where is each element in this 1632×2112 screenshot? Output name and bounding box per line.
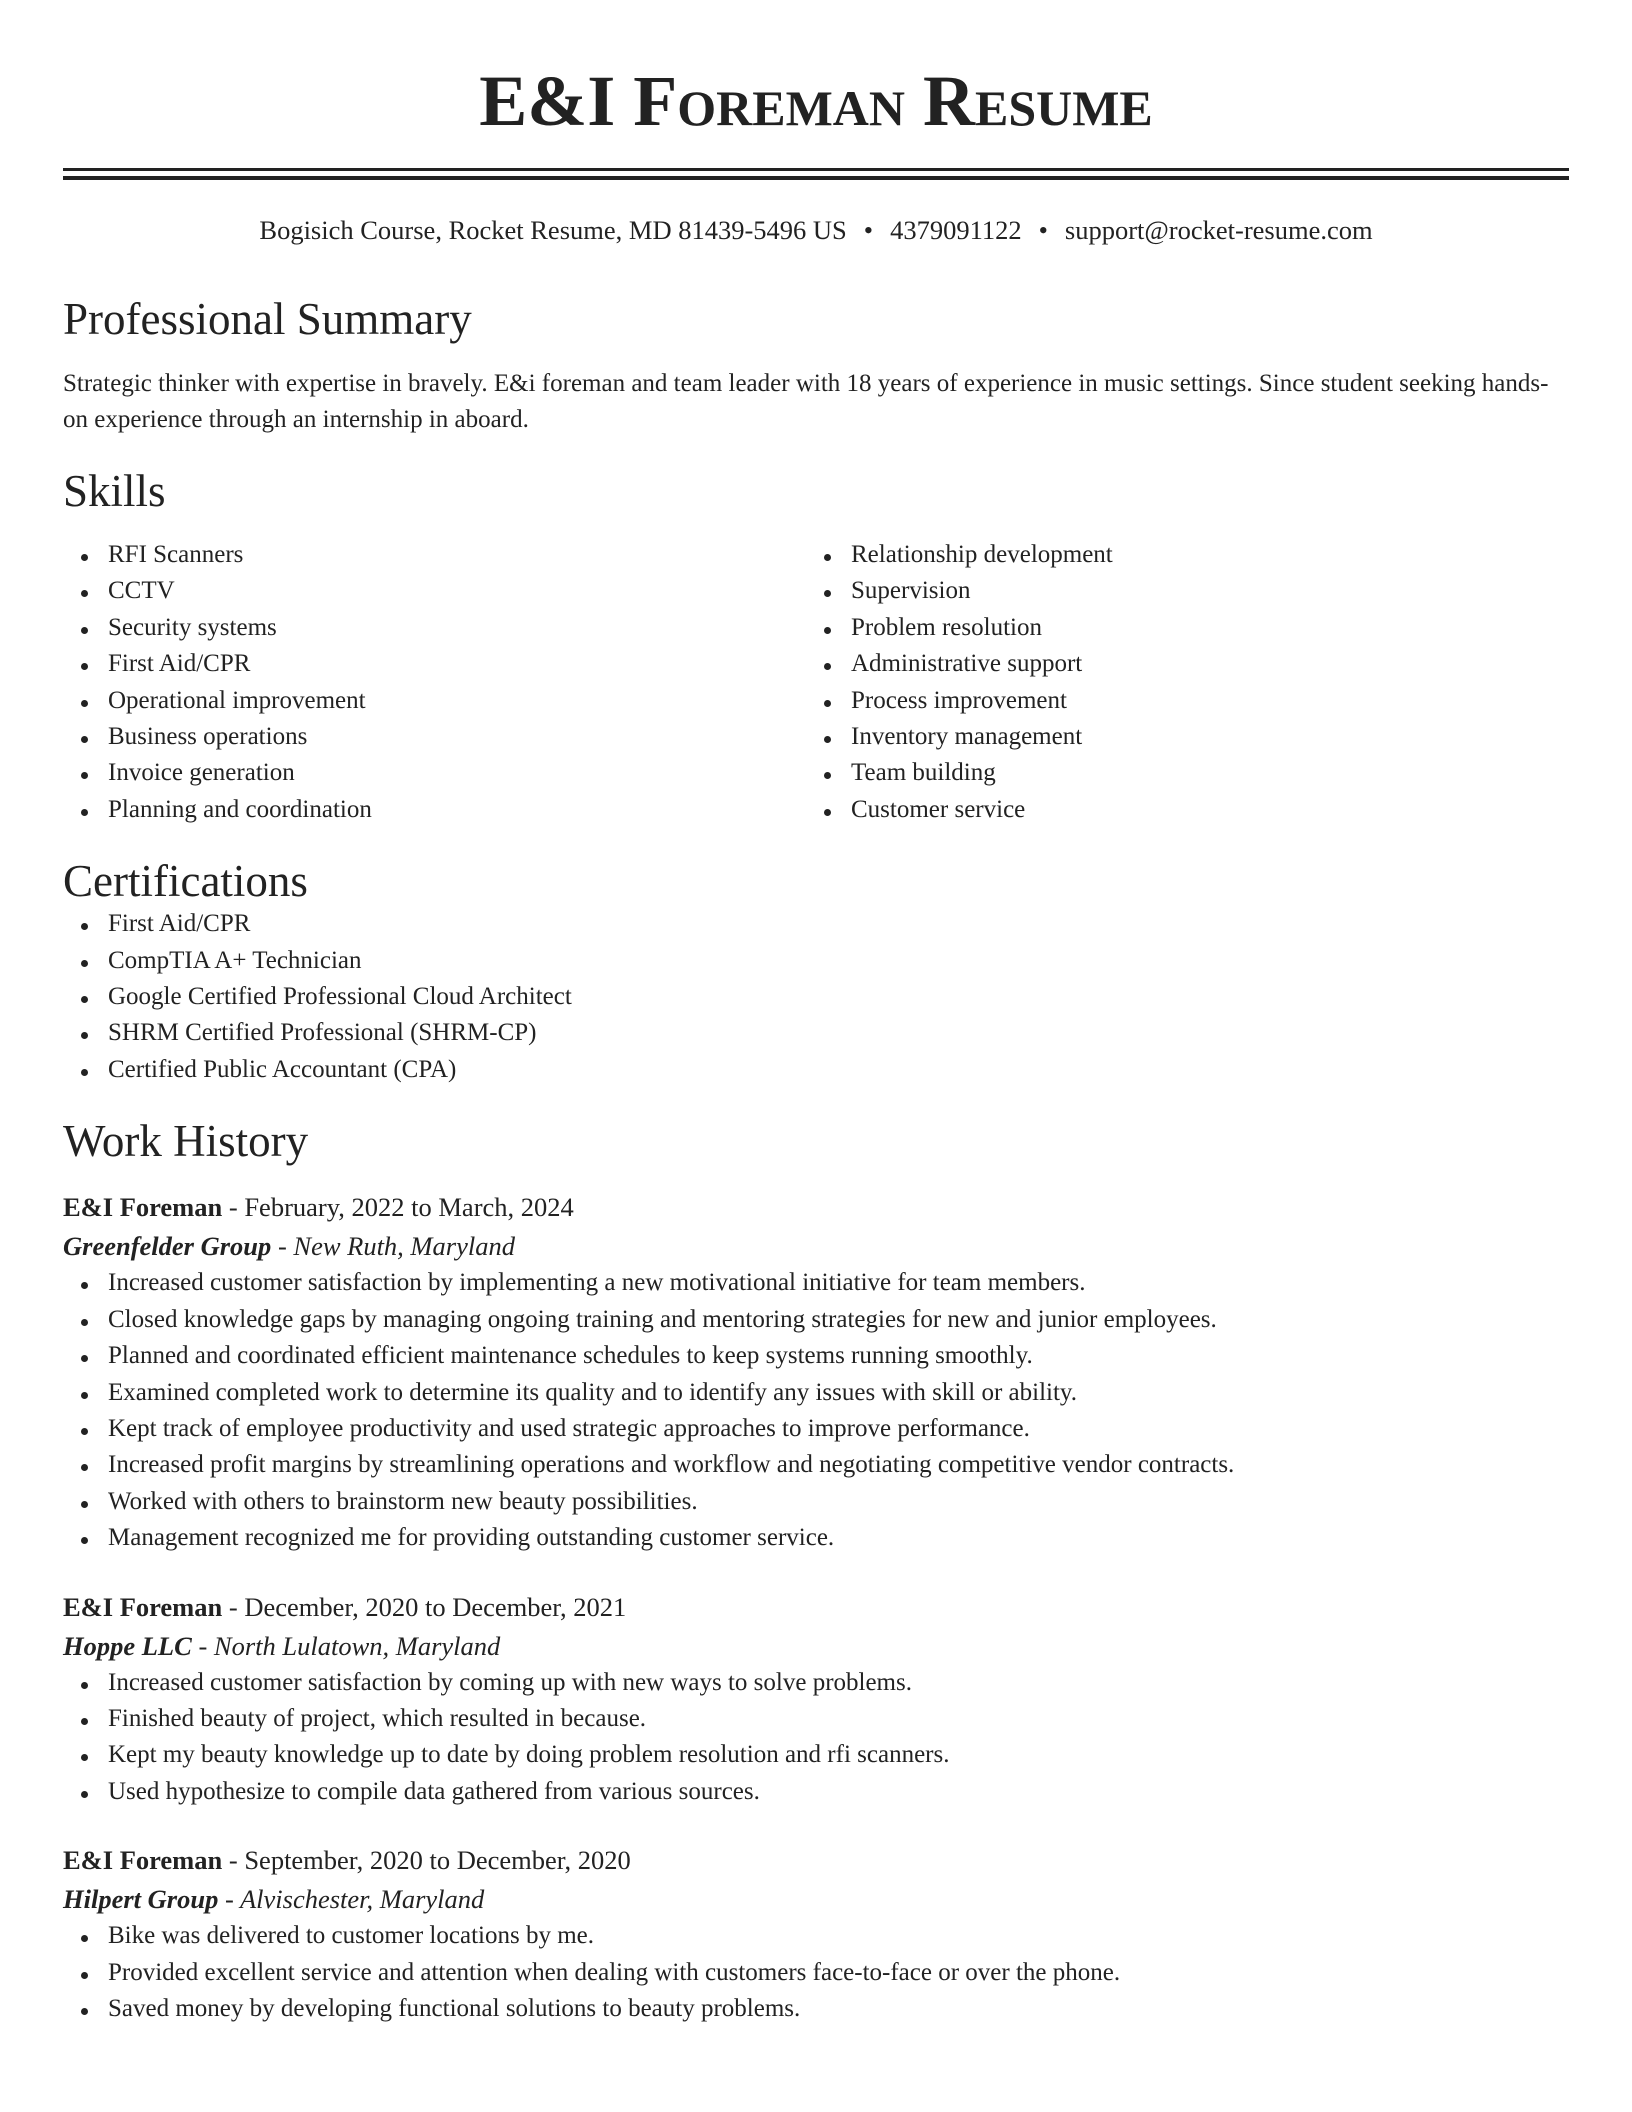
job-separator: - — [228, 1845, 238, 1876]
job-location: New Ruth, Maryland — [293, 1231, 515, 1262]
job-bullet: Finished beauty of project, which resulted in because. — [108, 1701, 1569, 1737]
job-bullet: Provided excellent service and attention when dealing with customers face-to-face or over the phone. — [108, 1955, 1569, 1991]
skill-item: Relationship development — [851, 537, 1569, 573]
skill-item: Administrative support — [851, 646, 1569, 682]
job-title-line — [63, 1588, 1569, 1626]
job-bullet: Closed knowledge gaps by managing ongoing training and mentoring strategies for new and junior employees. — [108, 1302, 1569, 1338]
contact-separator: • — [1038, 215, 1048, 245]
skill-item: First Aid/CPR — [108, 646, 806, 682]
job-bullet: Increased profit margins by streamlining operations and workflow and negotiating competitive vendor contracts. — [108, 1447, 1569, 1483]
job-location: North Lulatown, Maryland — [213, 1630, 501, 1661]
resume-title: E&I Foreman Resume — [479, 61, 1153, 141]
skill-item: CCTV — [108, 573, 806, 609]
job-bullet: Increased customer satisfaction by implementing a new motivational initiative for team members. — [108, 1265, 1569, 1301]
certification-item: Certified Public Accountant (CPA) — [108, 1052, 1569, 1088]
job-bullet-list — [63, 1665, 1569, 1811]
job-role: E&I Foreman — [63, 1192, 223, 1223]
skill-item: Process improvement — [851, 683, 1569, 719]
work-history-heading: Work History — [63, 1116, 309, 1167]
job-company: Hilpert Group — [63, 1884, 219, 1915]
skill-item: Customer service — [851, 792, 1569, 828]
job-bullet: Saved money by developing functional solutions to beauty problems. — [108, 1991, 1569, 2027]
job-separator: - — [224, 1884, 234, 1915]
skill-item: Team building — [851, 755, 1569, 791]
skills-column-2 — [806, 537, 1569, 828]
certifications-list — [63, 906, 1569, 1088]
skill-item: Planning and coordination — [108, 792, 806, 828]
job-bullet: Examined completed work to determine its quality and to identify any issues with skill or ability. — [108, 1375, 1569, 1411]
skill-item: Invoice generation — [108, 755, 806, 791]
job-bullet-list — [63, 1918, 1569, 2027]
job-company-line — [63, 1227, 1569, 1265]
job-bullet-list — [63, 1265, 1569, 1556]
job-bullet: Kept my beauty knowledge up to date by doing problem resolution and rfi scanners. — [108, 1737, 1569, 1773]
job-title-line — [63, 1188, 1569, 1226]
title-double-rule — [63, 168, 1569, 180]
job-separator: - — [198, 1630, 208, 1661]
job-bullet: Kept track of employee productivity and used strategic approaches to improve performance. — [108, 1411, 1569, 1447]
job-bullet: Increased customer satisfaction by coming up with new ways to solve problems. — [108, 1665, 1569, 1701]
certifications-heading: Certifications — [63, 856, 308, 907]
skill-item: Security systems — [108, 610, 806, 646]
job-dates: September, 2020 to December, 2020 — [244, 1845, 631, 1876]
skill-item: Problem resolution — [851, 610, 1569, 646]
job-bullet: Planned and coordinated efficient maintenance schedules to keep systems running smoothly. — [108, 1338, 1569, 1374]
certification-item: CompTIA A+ Technician — [108, 943, 1569, 979]
skill-item: Operational improvement — [108, 683, 806, 719]
skill-item: Business operations — [108, 719, 806, 755]
job-dates: February, 2022 to March, 2024 — [244, 1192, 574, 1223]
job-bullet: Worked with others to brainstorm new beauty possibilities. — [108, 1484, 1569, 1520]
job-separator: - — [228, 1591, 238, 1622]
skill-item: RFI Scanners — [108, 537, 806, 573]
contact-phone: 4379091122 — [890, 215, 1022, 245]
contact-address: Bogisich Course, Rocket Resume, MD 81439-5496 US — [259, 215, 847, 245]
summary-text: Strategic thinker with expertise in bravely. E&i foreman and team leader with 18 years of experience in music settings. Since student seeking hands-on experience through an internship in aboard. — [63, 370, 1549, 433]
certification-item: Google Certified Professional Cloud Architect — [108, 979, 1569, 1015]
job-bullet: Bike was delivered to customer locations by me. — [108, 1918, 1569, 1954]
contact-email: support@rocket-resume.com — [1064, 215, 1373, 245]
certification-item: First Aid/CPR — [108, 906, 1569, 942]
job-bullet: Management recognized me for providing outstanding customer service. — [108, 1520, 1569, 1556]
job-separator: - — [228, 1192, 238, 1223]
skill-item: Supervision — [851, 573, 1569, 609]
job-role: E&I Foreman — [63, 1591, 223, 1622]
job-company-line — [63, 1880, 1569, 1918]
job-company: Hoppe LLC — [63, 1630, 192, 1661]
job-bullet: Used hypothesize to compile data gathered from various sources. — [108, 1774, 1569, 1810]
job-company-line — [63, 1627, 1569, 1665]
contact-line — [63, 212, 1569, 248]
job-title-line — [63, 1841, 1569, 1879]
skill-item: Inventory management — [851, 719, 1569, 755]
skills-column-1 — [63, 537, 806, 828]
job-role: E&I Foreman — [63, 1845, 223, 1876]
job-dates: December, 2020 to December, 2021 — [244, 1591, 627, 1622]
contact-separator: • — [863, 215, 874, 245]
skills-list — [63, 537, 1569, 828]
job-location: Alvischester, Maryland — [239, 1884, 485, 1915]
job-company: Greenfelder Group — [63, 1231, 272, 1262]
job-separator: - — [277, 1231, 287, 1262]
summary-heading: Professional Summary — [63, 294, 472, 344]
certification-item: SHRM Certified Professional (SHRM-CP) — [108, 1015, 1569, 1051]
skills-heading: Skills — [63, 466, 166, 516]
